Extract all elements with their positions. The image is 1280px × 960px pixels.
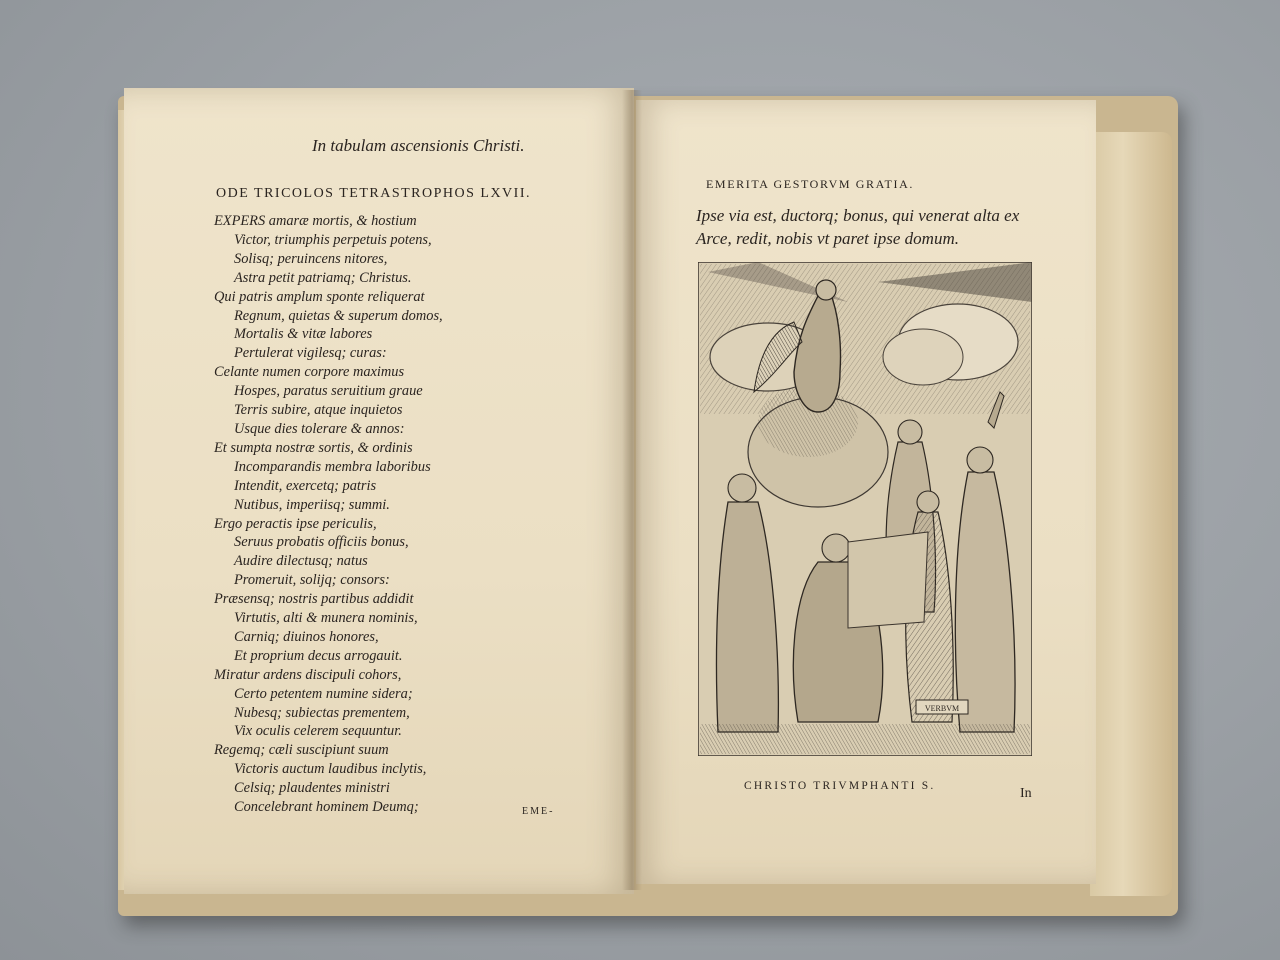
engraving-caption: CHRISTO TRIVMPHANTI S. — [744, 780, 936, 792]
verse-line: Mortalis & vitæ labores — [234, 326, 373, 343]
tablet-text: VERBVM — [924, 704, 960, 713]
book-gutter — [622, 90, 642, 890]
right-page-catchword: In — [1020, 786, 1032, 801]
book-cover-edge — [1090, 132, 1172, 896]
verse-line: Incomparandis membra laboribus — [234, 458, 431, 475]
verse-line: EXPERS amaræ mortis, & hostium — [214, 213, 417, 229]
verse-line: Virtutis, alti & munera nominis, — [234, 610, 418, 627]
verse-line: Et sumpta nostræ sortis, & ordinis — [214, 439, 413, 456]
verse-line: Astra petit patriamq; Christus. — [234, 269, 412, 286]
verse-line: Nutibus, imperiisq; summi. — [234, 496, 390, 513]
verse-line: Intendit, exercetq; patris — [234, 477, 377, 494]
left-page-subheader: ODE TRICOLOS TETRASTROPHOS LXVII. — [216, 186, 531, 201]
verse-line: Miratur ardens discipuli cohors, — [214, 666, 402, 683]
verse-line: Nubesq; subiectas prementem, — [234, 704, 410, 721]
verse-line: Vix oculis celerem sequuntur. — [234, 723, 402, 740]
verse-line: Regemq; cæli suscipiunt suum — [214, 742, 389, 759]
verse-line: Celsiq; plaudentes ministri — [234, 780, 390, 797]
motto-line-1: Ipse via est, ductorq; bonus, qui venerat alta ex — [696, 206, 1020, 225]
verse-line: Regnum, quietas & superum domos, — [234, 307, 443, 324]
verse-line: Et proprium decus arrogauit. — [234, 647, 403, 664]
verse-line: Pertulerat vigilesq; curas: — [234, 345, 387, 362]
left-page-header: In tabulam ascensionis Christi. — [312, 136, 525, 155]
verse-line: Qui patris amplum sponte reliquerat — [214, 288, 425, 305]
verse-line: Terris subire, atque inquietos — [234, 402, 403, 419]
verse-block — [214, 212, 544, 817]
verse-line: Ergo peractis ipse periculis, — [214, 515, 377, 532]
verse-line: Certo petentem numine sidera; — [234, 685, 413, 702]
right-page-header: EMERITA GESTORVM GRATIA. — [706, 177, 914, 191]
ascension-engraving — [698, 262, 1032, 756]
verse-line: Victor, triumphis perpetuis potens, — [234, 231, 432, 248]
verse-line: Usque dies tolerare & annos: — [234, 420, 405, 437]
motto-block — [696, 204, 1020, 250]
verse-line: Promeruit, solijq; consors: — [234, 572, 390, 589]
verse-line: Solisq; peruincens nitores, — [234, 250, 388, 267]
motto-line-2: Arce, redit, nobis vt paret ipse domum. — [696, 229, 959, 248]
verse-line: Carniq; diuinos honores, — [234, 628, 379, 645]
verse-line: Audire dilectusq; natus — [234, 553, 368, 570]
verse-line: Præsensq; nostris partibus addidit — [214, 591, 414, 608]
verse-line: Seruus probatis officiis bonus, — [234, 534, 409, 551]
verse-line: Hospes, paratus seruitium graue — [234, 383, 423, 400]
verse-line: Concelebrant hominem Deumq; — [234, 799, 419, 816]
verse-line: Victoris auctum laudibus inclytis, — [234, 761, 427, 778]
verse-line: Celante numen corpore maximus — [214, 364, 405, 381]
left-page-catchword: EME- — [522, 806, 555, 817]
